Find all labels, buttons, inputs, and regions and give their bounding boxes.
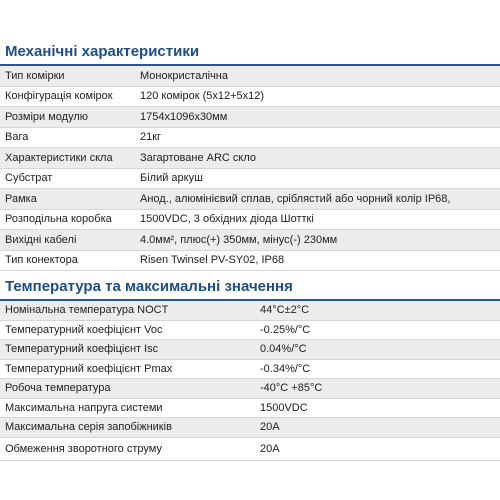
row-value: 20A [260, 421, 280, 434]
table-row [0, 438, 500, 461]
row-value: -40°C +85°C [260, 382, 323, 395]
row-value: 20A [260, 442, 280, 455]
mechanical-table [0, 66, 500, 271]
row-value: Анод., алюмінієвий сплав, сріблястий або чорний колір IP68, [140, 192, 451, 205]
table-row [0, 210, 500, 231]
table-row [0, 169, 500, 190]
table-row [0, 399, 500, 419]
row-label: Вага [5, 131, 29, 144]
row-label: Максимальна серія запобіжників [5, 421, 172, 434]
table-row [0, 340, 500, 360]
table-row [0, 128, 500, 149]
row-label: Вихідні кабелі [5, 233, 77, 246]
table-row [0, 87, 500, 108]
mechanical-section [0, 40, 500, 271]
temperature-title: Температура та максимальні значення [0, 275, 500, 301]
table-row [0, 107, 500, 128]
mechanical-title: Механічні характеристики [0, 40, 500, 66]
row-label: Характеристики скла [5, 151, 113, 164]
row-value: Risen Twinsel PV-SY02, IP68 [140, 254, 285, 267]
table-row [0, 148, 500, 169]
row-label: Тип конектора [5, 254, 78, 267]
table-row [0, 251, 500, 272]
row-label: Розподільна коробка [5, 213, 112, 226]
row-label: Температурний коефіцієнт Voc [5, 323, 163, 336]
row-label: Температурний коефіцієнт Isc [5, 343, 159, 356]
row-value: 1500VDC [260, 401, 308, 414]
row-value: 44°C±2°C [260, 304, 310, 317]
temperature-section [0, 275, 500, 461]
row-value: Загартоване ARC скло [140, 151, 257, 164]
row-value: 1500VDC, 3 обхідних діода Шотткі [140, 213, 314, 226]
row-value: 1754x1096x30мм [140, 110, 228, 123]
row-label: Конфігурація комірок [5, 90, 113, 103]
table-row [0, 230, 500, 251]
row-value: 0.04%/°C [260, 343, 307, 356]
row-label: Субстрат [5, 172, 53, 185]
row-value: 21кг [140, 131, 162, 144]
row-value: 4.0мм², плюс(+) 350мм, мінус(-) 230мм [140, 233, 338, 246]
row-value: 120 комірок (5x12+5x12) [140, 90, 265, 103]
table-row [0, 321, 500, 341]
row-label: Тип комірки [5, 69, 65, 82]
table-row [0, 360, 500, 380]
table-row [0, 379, 500, 399]
row-label: Температурний коефіцієнт Pmax [5, 362, 173, 375]
row-label: Обмеження зворотного струму [5, 442, 162, 455]
temperature-table [0, 301, 500, 461]
row-label: Номінальна температура NOCT [5, 304, 169, 317]
row-label: Рамка [5, 192, 37, 205]
table-row [0, 418, 500, 438]
row-value: -0.25%/°C [260, 323, 311, 336]
row-value: Монокристалічна [140, 69, 228, 82]
row-value: Білий аркуш [140, 172, 203, 185]
row-value: -0.34%/°C [260, 362, 311, 375]
row-label: Робоча температура [5, 382, 111, 395]
row-label: Максимальна напруга системи [5, 401, 163, 414]
table-row [0, 301, 500, 321]
table-row [0, 66, 500, 87]
table-row [0, 189, 500, 210]
row-label: Розміри модулю [5, 110, 88, 123]
